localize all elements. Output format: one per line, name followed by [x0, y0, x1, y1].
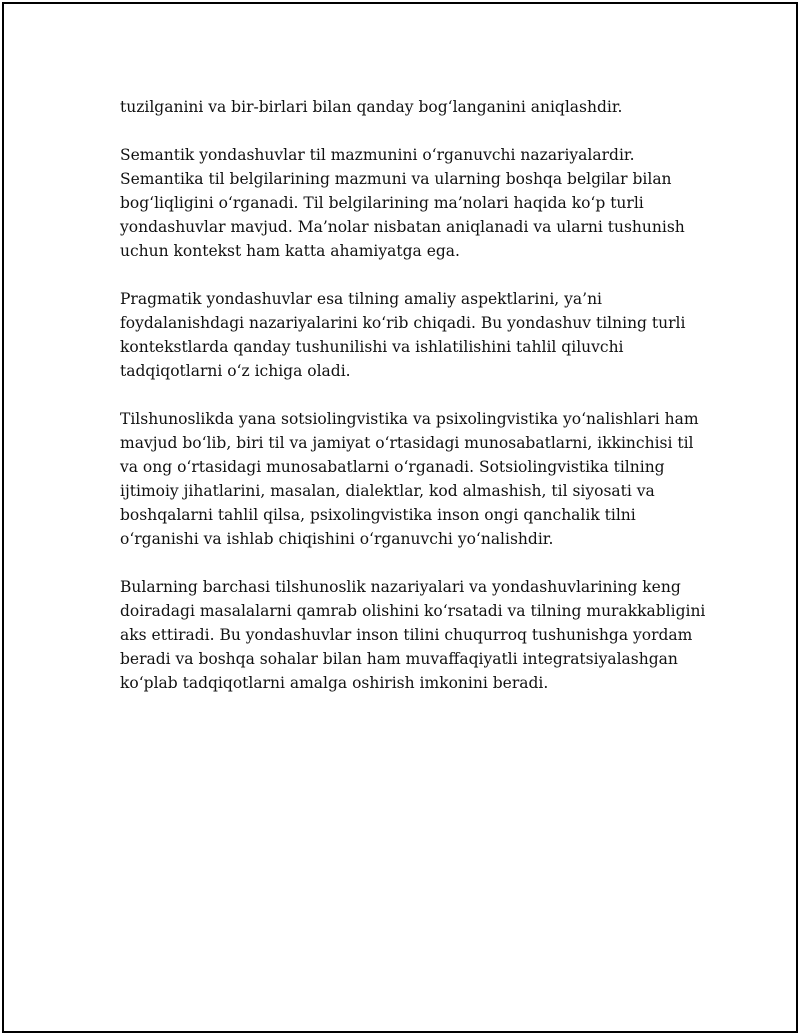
paragraph-5: Bularning barchasi tilshunoslik nazariyalari va yondashuvlarining keng doiradagi masalalarni qamrab olishini ko‘rsatadi va tilning murakkabligini aks ettiradi. Bu yondashuvlar inson tilini chuqurroq tushunishga yordam beradi va boshqa sohalar bilan ham muvaffaqiyatli integratsiyalashgan ko‘plab tadqiqotlarni amalga oshirish imkonini beradi. — [120, 578, 706, 692]
document-body — [120, 95, 710, 719]
document-page — [2, 2, 798, 1033]
paragraph-3: Pragmatik yondashuvlar esa tilning amaliy aspektlarini, ya’ni foydalanishdagi nazariyalarini ko‘rib chiqadi. Bu yondashuv tilning turli kontekstlarda qanday tushunilishi va ishlatilishini tahlil qiluvchi tadqiqotlarni o‘z ichiga oladi. — [120, 290, 686, 380]
paragraph-2: Semantik yondashuvlar til mazmunini o‘rganuvchi nazariyalardir. Semantika til belgilarining mazmuni va ularning boshqa belgilar bilan bog‘liqligini o‘rganadi. Til belgilarining ma’nolari haqida ko‘p turli yondashuvlar mavjud. Ma’nolar nisbatan aniqlanadi va ularni tushunish uchun kontekst ham katta ahamiyatga ega. — [120, 146, 685, 260]
paragraph-1: tuzilganini va bir-birlari bilan qanday bog‘langanini aniqlashdir. — [120, 98, 623, 116]
paragraph-4: Tilshunoslikda yana sotsiolingvistika va psixolingvistika yo‘nalishlari ham mavjud bo‘lib, biri til va jamiyat o‘rtasidagi munosabatlarni, ikkinchisi til va ong o‘rtasidagi munosabatlarni o‘rganadi. Sotsiolingvistika tilning ijtimoiy jihatlarini, masalan, dialektlar, kod almashish, til siyosati va boshqalarni tahlil qilsa, psixolingvistika inson ongi qanchalik tilni o‘rganishi va ishlab chiqishini o‘rganuvchi yo‘nalishdir. — [120, 410, 699, 548]
